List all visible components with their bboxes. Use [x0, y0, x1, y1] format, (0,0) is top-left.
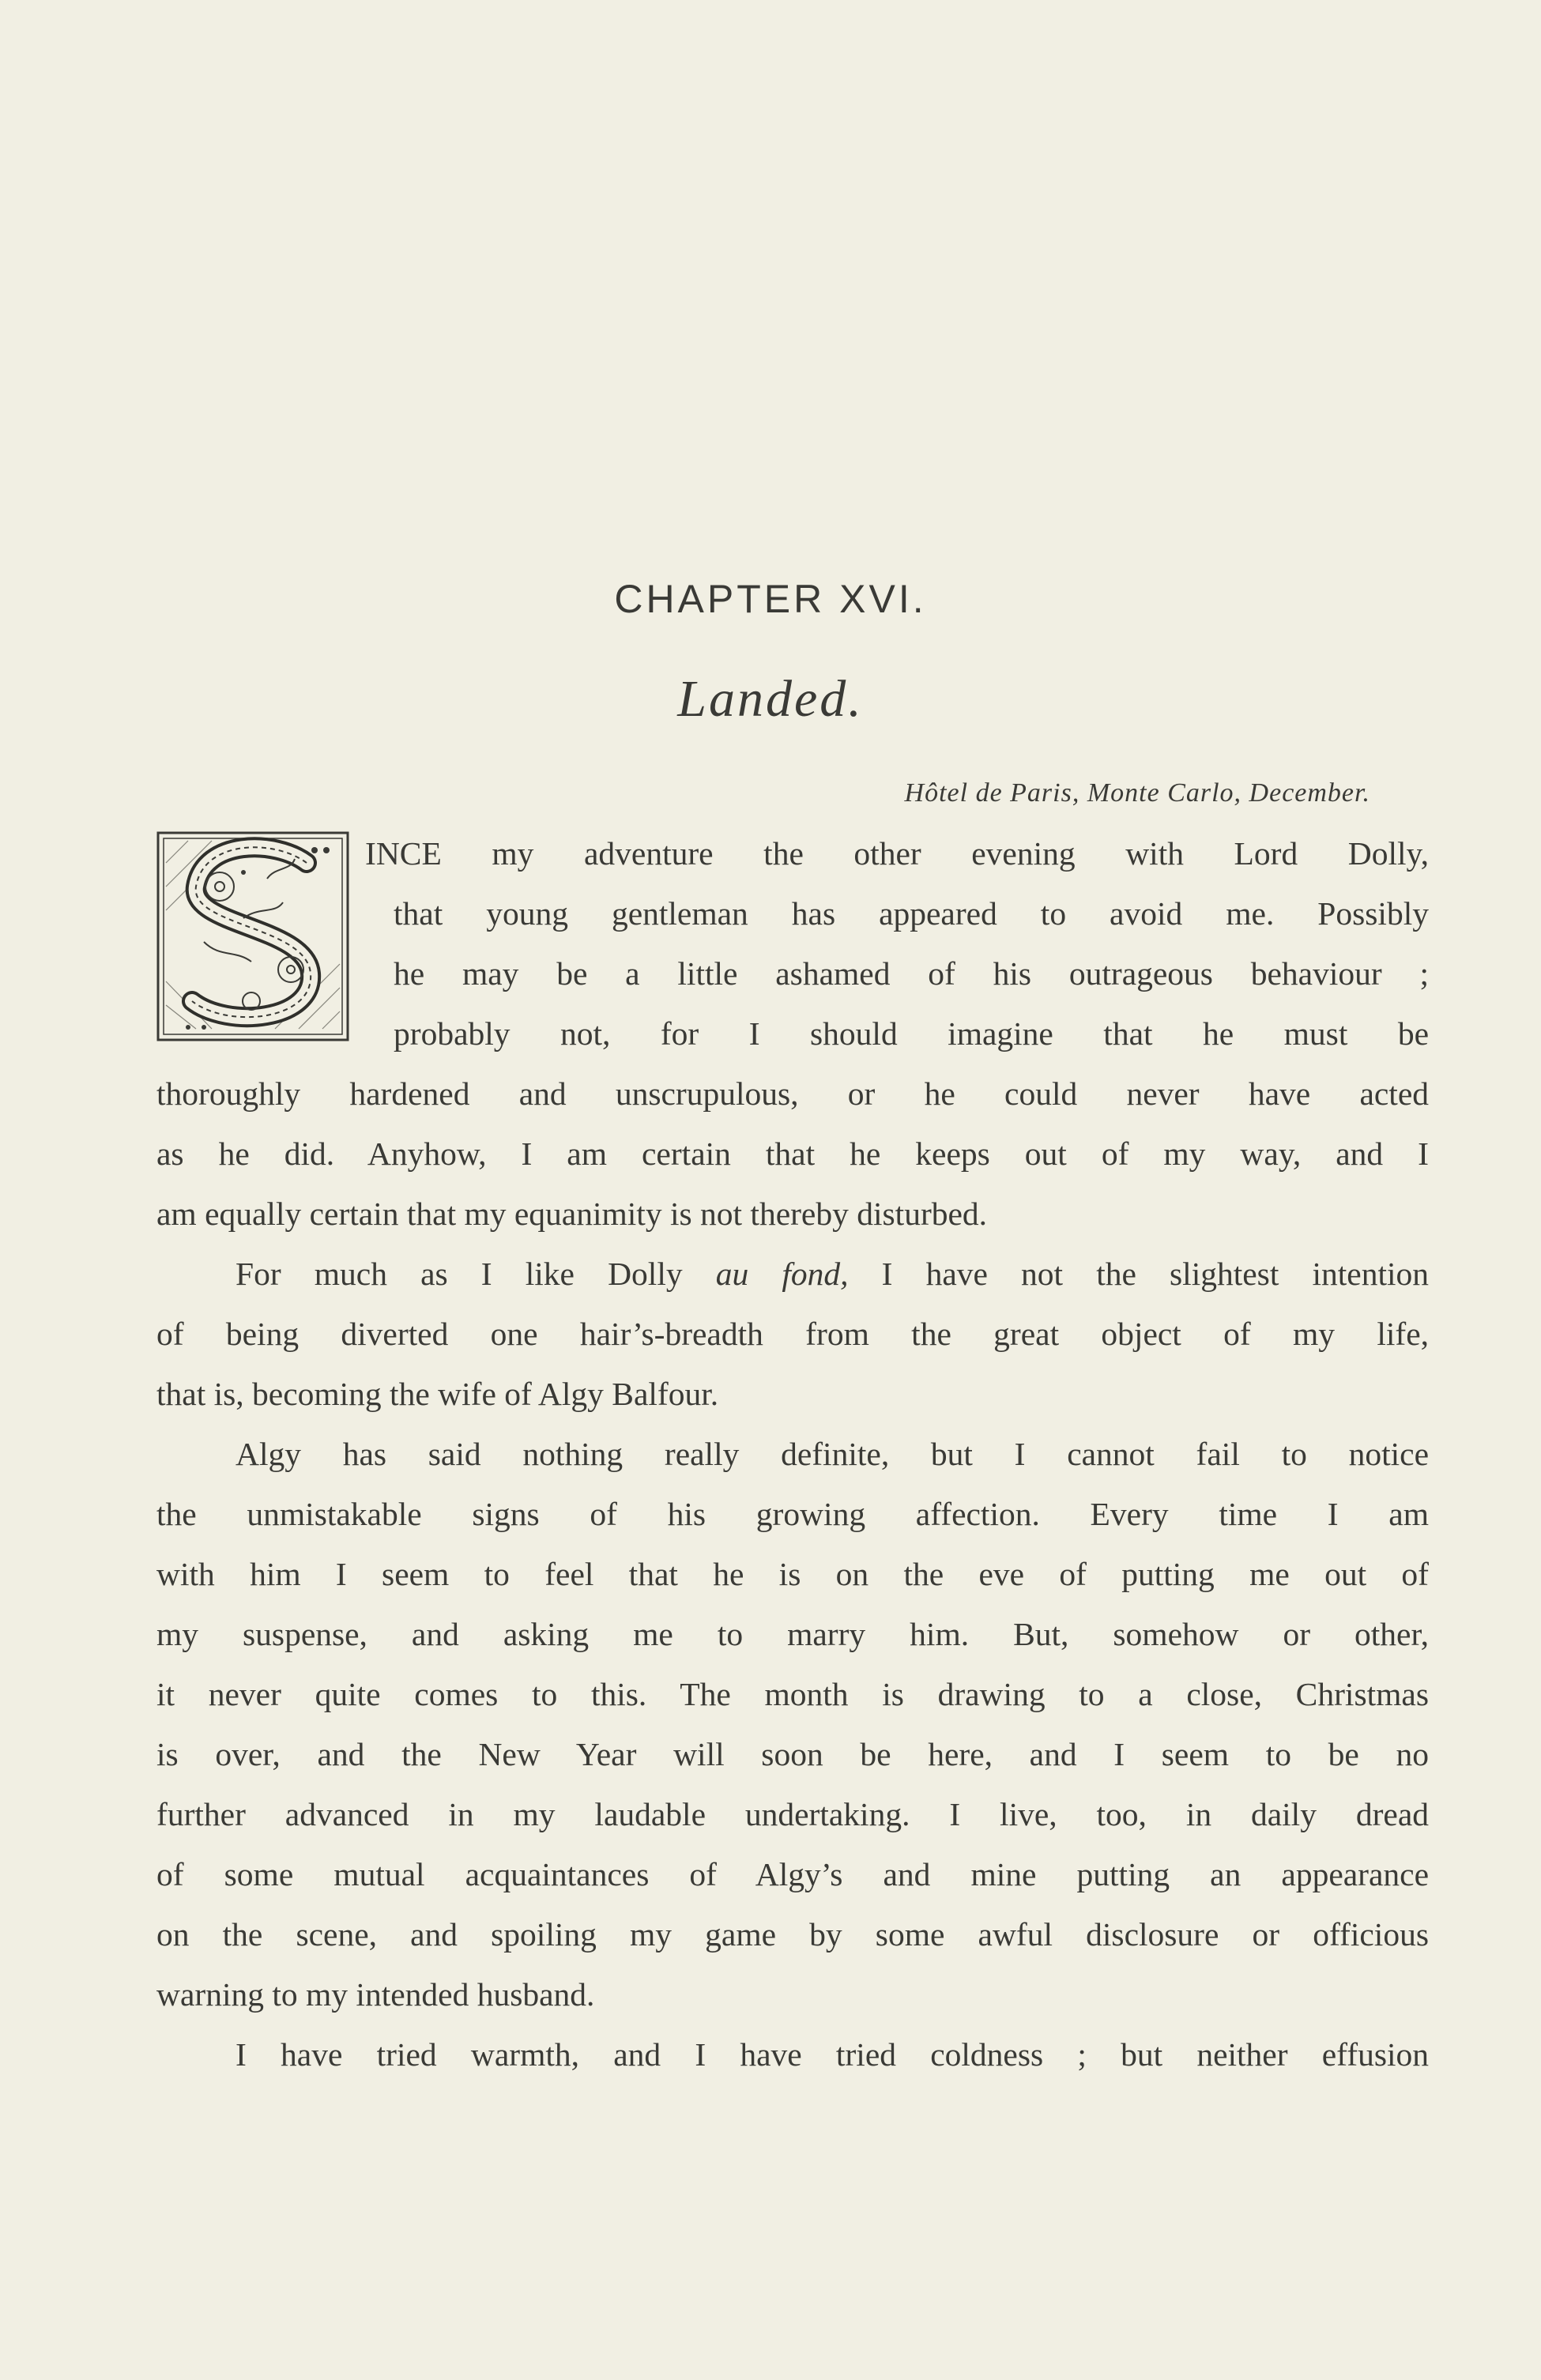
drop-cap-ornament-icon [156, 831, 349, 1041]
italic-phrase: au fond, [715, 1256, 849, 1292]
chapter-title: Landed. [677, 670, 864, 728]
text-line: warning to my intended husband. [156, 1976, 595, 2013]
text-line: INCE my adventure the other evening with Lord Dolly, [365, 835, 1429, 872]
text-line: that is, becoming the wife of Algy Balfour. [156, 1376, 719, 1412]
text-line: thoroughly hardened and unscrupulous, or he could never have acted [156, 1075, 1429, 1112]
text-line: of some mutual acquaintances of Algy’s and mine putting an appearance [156, 1856, 1429, 1892]
dateline: Hôtel de Paris, Monte Carlo, December. [904, 778, 1370, 808]
text-line: probably not, for I should imagine that he must be [394, 1015, 1429, 1052]
text-line: I have tried warmth, and I have tried coldness ; but neither effusion [235, 2036, 1429, 2073]
text-line: of being diverted one hair’s-breadth from the great object of my life, [156, 1316, 1429, 1352]
chapter-heading: CHAPTER XVI. [614, 577, 927, 621]
text-line: further advanced in my laudable undertaking. I live, too, in daily dread [156, 1796, 1429, 1832]
text-line: he may be a little ashamed of his outrageous behaviour ; [394, 955, 1429, 992]
text-span: For much as I like Dolly [235, 1256, 683, 1292]
text-line: that young gentleman has appeared to avoid me. Possibly [394, 895, 1429, 932]
text-line: it never quite comes to this. The month is drawing to a close, Christmas [156, 1676, 1429, 1712]
text-line: with him I seem to feel that he is on the eve of putting me out of [156, 1556, 1429, 1592]
text-line: the unmistakable signs of his growing affection. Every time I am [156, 1496, 1429, 1532]
text-span: I have not the slightest intention [881, 1256, 1430, 1292]
text-line: Algy has said nothing really definite, but I cannot fail to notice [235, 1436, 1429, 1472]
text-line: as he did. Anyhow, I am certain that he keeps out of my way, and I [156, 1135, 1429, 1172]
text-line: am equally certain that my equanimity is not thereby disturbed. [156, 1196, 988, 1232]
text-line [235, 1254, 1429, 1294]
text-line: on the scene, and spoiling my game by some awful disclosure or officious [156, 1916, 1429, 1953]
text-line: is over, and the New Year will soon be here, and I seem to be no [156, 1736, 1429, 1772]
text-line: my suspense, and asking me to marry him. But, somehow or other, [156, 1616, 1429, 1652]
